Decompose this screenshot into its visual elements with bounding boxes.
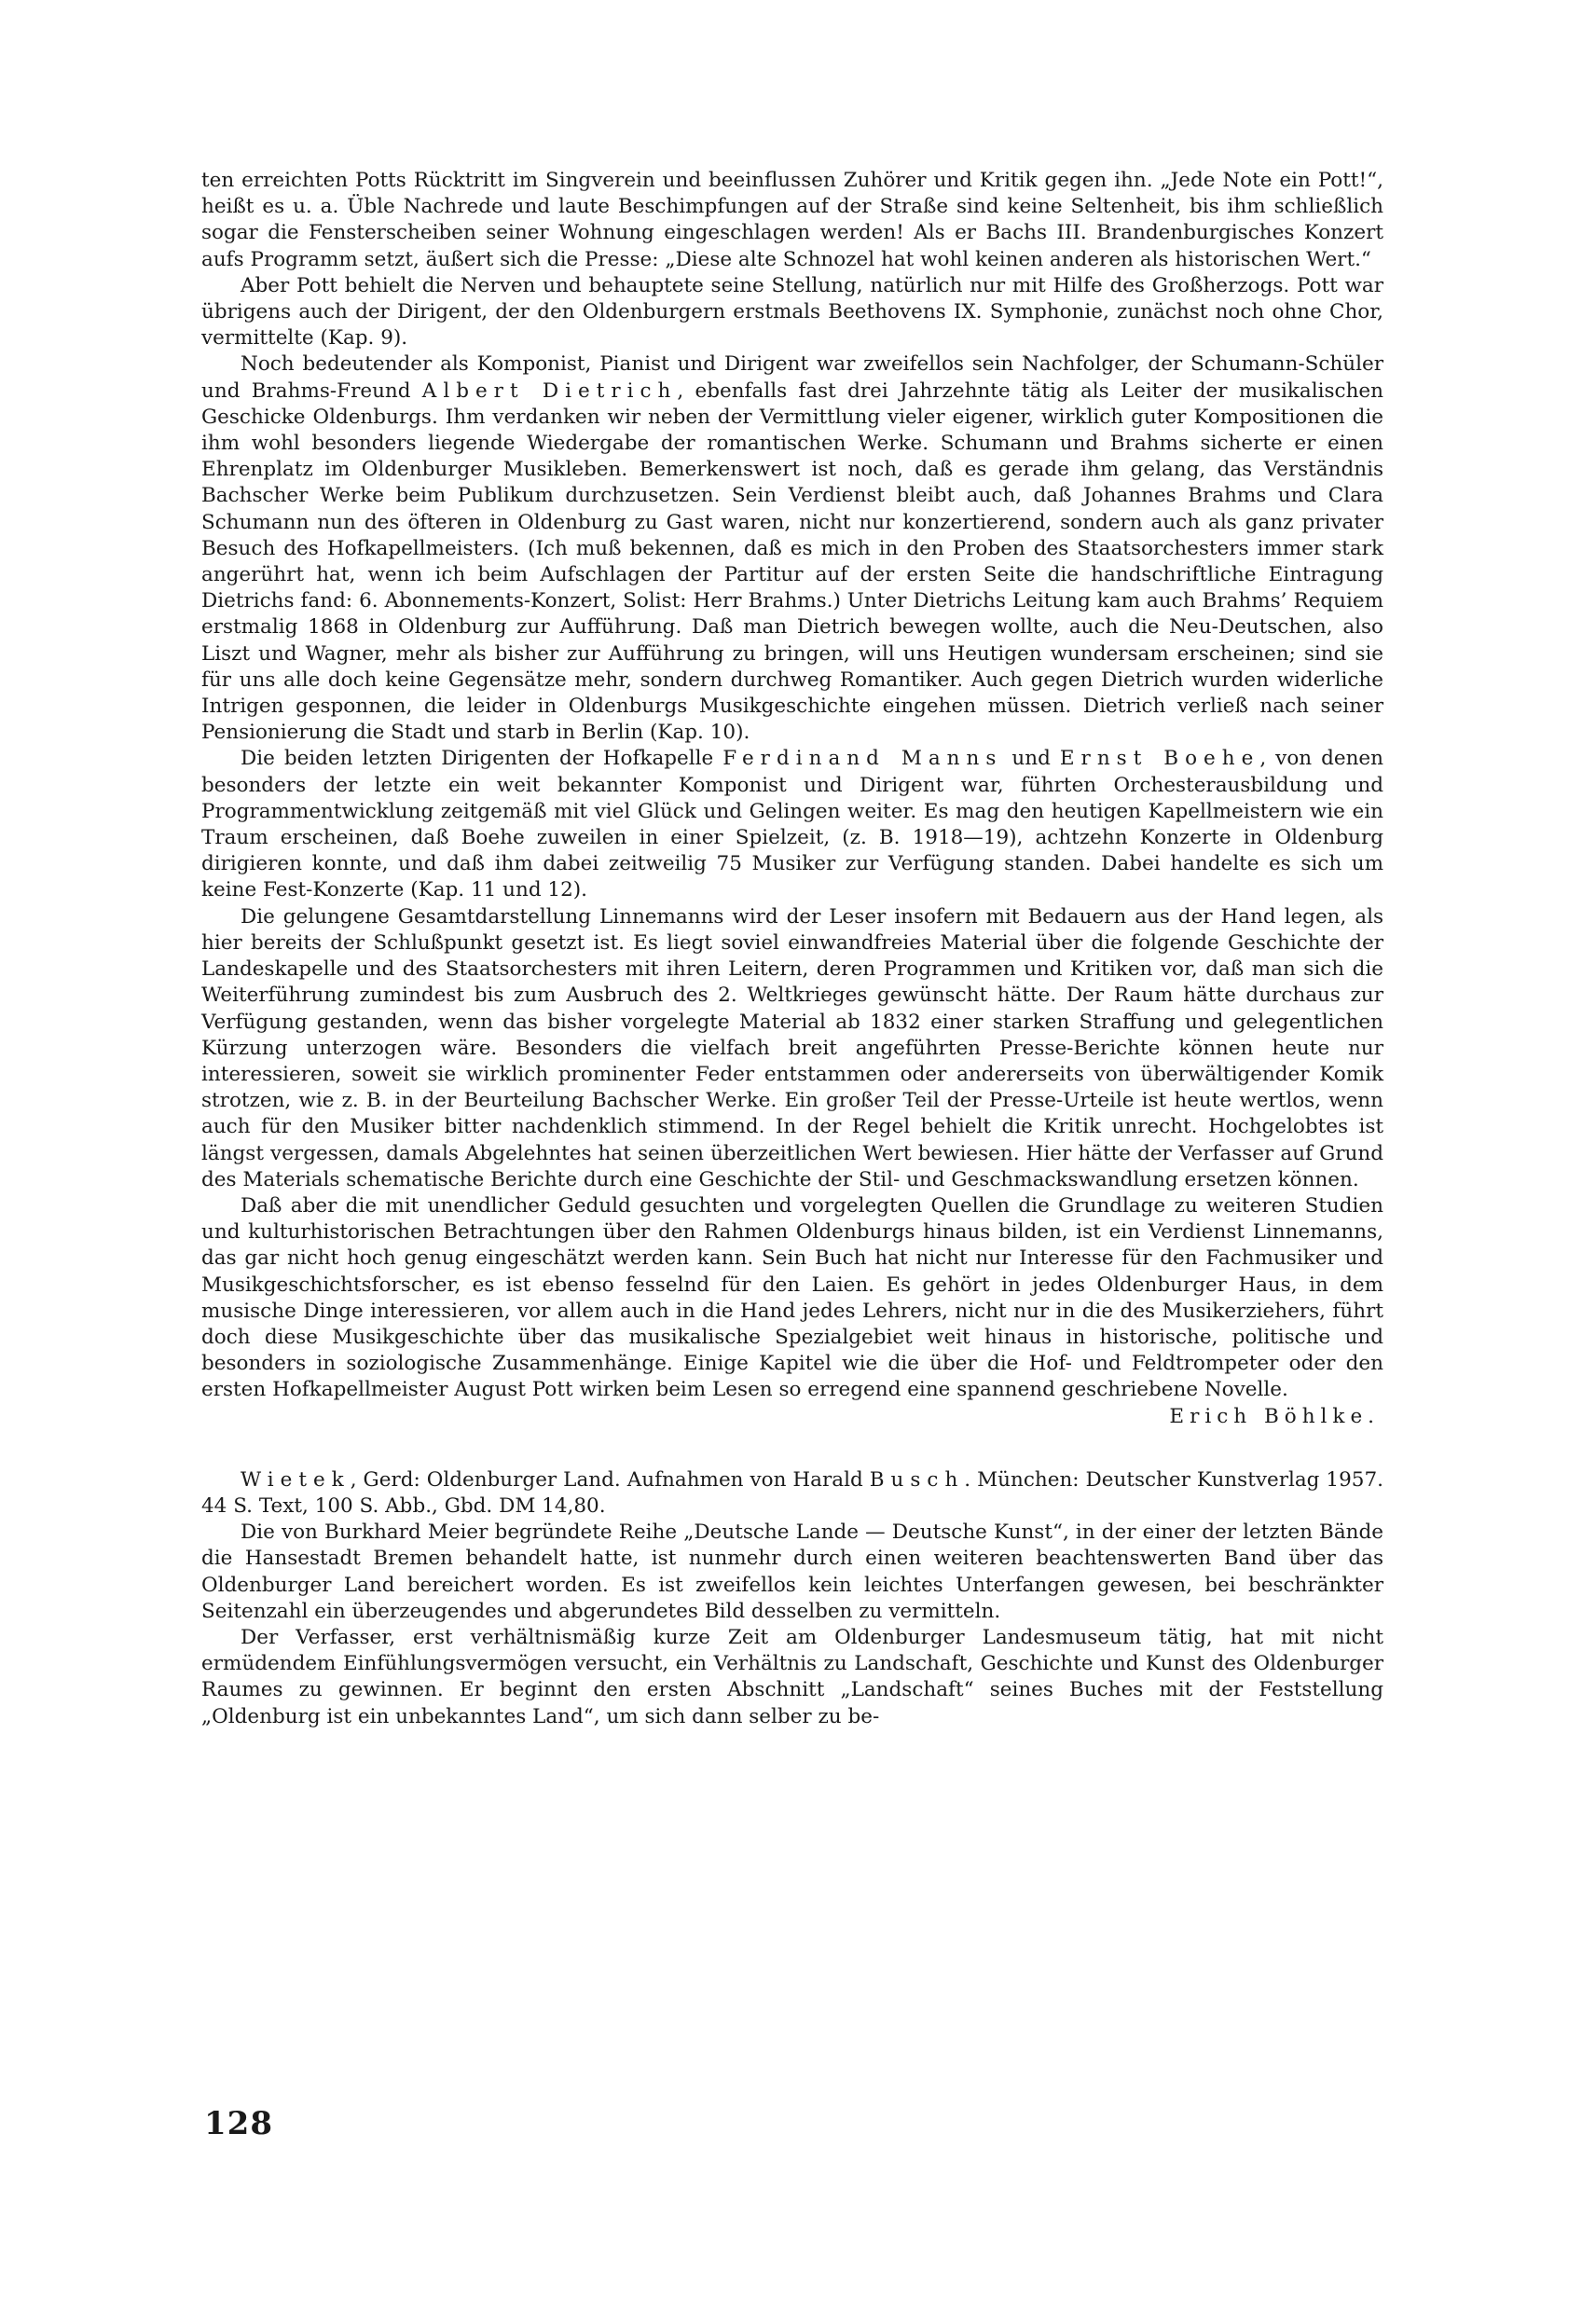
section-gap [201, 1430, 1383, 1467]
page-number: 128 [204, 2105, 273, 2142]
bibliographic-heading-text-b: . München: Deutscher Kunstverlag 1957. 44 S. Text, 100 S. Abb., Gbd. DM 14,80. [201, 1467, 1383, 1518]
bibliographic-heading [201, 1467, 1383, 1520]
bibliographic-heading-text-a: , Gerd: Oldenburger Land. Aufnahmen von Harald [350, 1467, 870, 1492]
name-ferdinand-manns: Ferdinand Manns [722, 747, 1003, 771]
paragraph-dietrich [201, 351, 1383, 746]
paragraph-pott-criticism: ten erreichten Potts Rücktritt im Singverein und beeinflussen Zuhörer und Kritik gegen ihn. „Jede Note ein Pott!“, heißt es u. a. Üble Nachrede und laute Beschimpfungen auf der Straße sind keine Seltenheit, bis ihm schließlich sogar die Fensterscheiben seiner Wohnung eingeschlagen werden! Als er Bachs III. Brandenburgisches Konzert aufs Programm setzt, äußert sich die Presse: „Diese alte Schnozel hat wohl keinen anderen als historischen Wert.“ [201, 169, 1383, 271]
paragraph-last-conductors [201, 746, 1383, 903]
paragraph-pott-nerves: Aber Pott behielt die Nerven und behauptete seine Stellung, natürlich nur mit Hilfe des Großherzogs. Pott war übrigens auch der Dirigent, der den Oldenburgern erstmals Beethovens IX. Symphonie, zunächst noch ohne Chor, vermittelte (Kap. 9). [201, 273, 1383, 351]
paragraph-last-conductors-text-a: Die beiden letzten Dirigenten der Hofkapelle [241, 747, 723, 771]
paragraph-dietrich-text-b: , ebenfalls fast drei Jahrzehnte tätig als Leiter der musikalischen Geschicke Oldenburgs. Ihm verdanken wir neben der Vermittlung vieler eigener, wirklich guter Kompositionen die ihm wohl besonders liegende Wiedergabe der romantischen Werke. Schumann und Brahms sicherte er einen Ehrenplatz im Oldenburger Musikleben. Bemerkenswert ist noch, daß es gerade ihm gelang, das Verständnis Bachscher Werke beim Publikum durchzusetzen. Sein Verdienst bleibt auch, daß Johannes Brahms und Clara Schumann nun des öfteren in Oldenburg zu Gast waren, nicht nur konzertierend, sondern auch als ganz privater Besuch des Hofkapellmeisters. (Ich muß bekennen, daß es mich in den Proben des Staatsorchesters immer stark angerührt hat, wenn ich beim Aufschlagen der Partitur auf der ersten Seite die handschriftliche Eintragung Dietrichs fand: 6. Abonnements-Konzert, Solist: Herr Brahms.) Unter Dietrichs Leitung kam auch Brahms’ Requiem erstmalig 1868 in Oldenburg zur Aufführung. Daß man Dietrich bewegen wollte, auch die Neu-Deutschen, also Liszt und Wagner, mehr als bisher zur Aufführung zu bringen, will uns Heutigen wundersam erscheinen; sind sie für uns alle doch keine Gegensätze mehr, sondern durchweg Romantiker. Auch gegen Dietrich wurden widerliche Intrigen gesponnen, die leider in Oldenburgs Musikgeschichte eingehen müssen. Dietrich verließ nach seiner Pensionierung die Stadt und starb in Berlin (Kap. 10). [201, 378, 1383, 745]
page-content [201, 168, 1383, 1730]
paragraph-dietrich-text-a: Noch bedeutender als Komponist, Pianist und Dirigent war zweifellos sein Nachfolger, der Schumann-Schüler und Brahms-Freund [201, 352, 1383, 403]
reviewer-signature: Erich Böhlke. [1169, 1404, 1380, 1428]
name-ernst-boehe: Ernst Boehe [1059, 747, 1260, 771]
name-albert-dietrich: Albert Dietrich [421, 378, 678, 403]
review-wietek [201, 1467, 1383, 1730]
paragraph-author: Der Verfasser, erst verhältnismäßig kurze Zeit am Oldenburger Landesmuseum tätig, hat mit nicht ermüdendem Einfühlungsvermögen versucht, ein Verhältnis zu Landschaft, Geschichte und Kunst des Oldenburger Raumes zu gewinnen. Er beginnt den ersten Abschnitt „Landschaft“ seines Buches mit der Feststellung „Oldenburg ist ein unbekanntes Land“, um sich dann selber zu be- [201, 1625, 1383, 1728]
author-name: Wietek [241, 1467, 351, 1492]
review-boehlke [201, 168, 1383, 1430]
paragraph-last-conductors-text-mid: und [1002, 747, 1060, 771]
paragraph-last-conductors-text-b: , von denen besonders der letzte ein weit bekannter Komponist und Dirigent war, führten Orchesterausbildung und Programmentwicklung zeitgemäß mit viel Glück und Gelingen weiter. Es mag den heutigen Kapellmeistern wie ein Traum erscheinen, daß Boehe zuweilen in einer Spielzeit, (z. B. 1918—19), achtzehn Konzerte in Oldenburg dirigieren konnte, und daß ihm dabei zeitweilig 75 Musiker zur Verfügung standen. Dabei handelte es sich um keine Fest-Konzerte (Kap. 11 und 12). [201, 747, 1383, 902]
paragraph-series: Die von Burkhard Meier begründete Reihe „Deutsche Lande — Deutsche Kunst“, in der einer der letzten Bände die Hansestadt Bremen behandelt hatte, ist nunmehr durch einen weiteren beachtenswerten Band über das Oldenburger Land bereichert worden. Es ist zweifellos kein leichtes Unterfangen gewesen, bei beschränkter Seitenzahl ein überzeugendes und abgerundetes Bild desselben zu vermitteln. [201, 1521, 1383, 1623]
paragraph-merit: Daß aber die mit unendlicher Geduld gesuchten und vorgelegten Quellen die Grundlage zu weiteren Studien und kulturhistorischen Betrachtungen über den Rahmen Oldenburgs hinaus bilden, ist ein Verdienst Linnemanns, das gar nicht hoch genug eingeschätzt werden kann. Sein Buch hat nicht nur Interesse für den Fachmusiker und Musikgeschichtsforscher, es ist ebenso fesselnd für den Laien. Es gehört in jedes Oldenburger Haus, in dem musische Dinge interessieren, vor allem auch in die Hand jedes Lehrers, nicht nur in die des Musikerziehers, führt doch diese Musikgeschichte über das musikalische Spezialgebiet weit hinaus in historische, politische und besonders in soziologische Zusammenhänge. Einige Kapitel wie die über die Hof- und Feldtrompeter oder den ersten Hofkapellmeister August Pott wirken beim Lesen so erregend eine spannend geschriebene Novelle. [201, 1193, 1383, 1402]
paragraph-critique: Die gelungene Gesamtdarstellung Linnemanns wird der Leser insofern mit Bedauern aus der Hand legen, als hier bereits der Schlußpunkt gesetzt ist. Es liegt soviel einwandfreies Material über die folgende Geschichte der Landeskapelle und des Staatsorchesters mit ihren Leitern, deren Programmen und Kritiken vor, daß man sich die Weiterführung zumindest bis zum Ausbruch des 2. Weltkrieges gewünscht hätte. Der Raum hätte durchaus zur Verfügung gestanden, wenn das bisher vorgelegte Material ab 1832 einer starken Straffung und gelegentlichen Kürzung unterzogen wäre. Besonders die vielfach breit angeführten Presse-Berichte können heute nur interessieren, soweit sie wirklich prominenter Feder entstammen oder andererseits von überwältigender Komik strotzen, wie z. B. in der Beurteilung Bachscher Werke. Ein großer Teil der Presse-Urteile ist heute wertlos, wenn auch für den Musiker bitter nachdenklich stimmend. In der Regel behielt die Kritik unrecht. Hochgelobtes ist längst vergessen, damals Abgelehntes hat seinen überzeitlichen Wert bewiesen. Hier hätte der Verfasser auf Grund des Materials schematische Berichte durch eine Geschichte der Stil- und Geschmackswandlung ersetzen können. [201, 904, 1383, 1191]
photographer-name: Busch [869, 1467, 965, 1492]
